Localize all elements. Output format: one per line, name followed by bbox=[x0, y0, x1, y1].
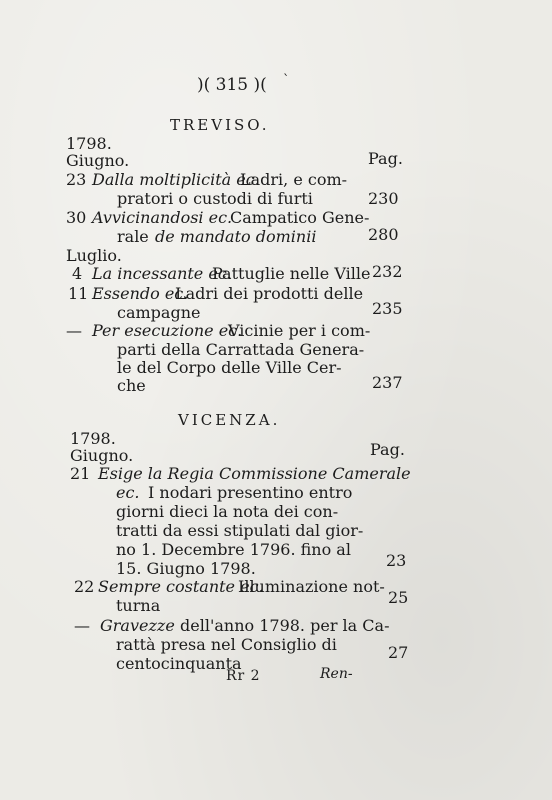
treviso-entry5-line4: che bbox=[117, 376, 146, 395]
treviso-entry3-day: 4 bbox=[72, 264, 83, 283]
treviso-entry5-incipit: Per esecuzione ec. bbox=[92, 321, 243, 340]
treviso-entry2-page: 280 bbox=[368, 225, 399, 244]
vicenza-entry1-line2a: ec. bbox=[116, 483, 140, 502]
header-mark: ` bbox=[283, 73, 290, 88]
vicenza-entry3-incipit: Gravezze bbox=[100, 616, 175, 635]
vicenza-entry3-line2: rattà presa nel Consiglio di bbox=[116, 635, 337, 654]
vicenza-entry2-text: Illuminazione not- bbox=[238, 577, 385, 596]
treviso-entry1-line2: pratori o custodi di furti bbox=[117, 189, 313, 208]
section-title-treviso: TREVISO. bbox=[170, 116, 270, 134]
catchword: Ren- bbox=[320, 666, 353, 682]
treviso-entry4-incipit: Essendo ec. bbox=[92, 284, 189, 303]
treviso-entry4-page: 235 bbox=[372, 299, 403, 318]
treviso-entry5-text: Vicinie per i com- bbox=[228, 321, 371, 340]
treviso-entry1-incipit: Dalla moltiplicità ec. bbox=[92, 170, 260, 189]
page-number-header: )( 315 )( bbox=[197, 75, 267, 95]
treviso-entry2-day: 30 bbox=[66, 208, 87, 227]
vicenza-entry1-page: 23 bbox=[386, 551, 407, 570]
vicenza-year: 1798. bbox=[70, 429, 116, 448]
treviso-entry1-text: Ladri, e com- bbox=[240, 170, 348, 189]
treviso-entry1-page: 230 bbox=[368, 189, 399, 208]
treviso-entry5-line2: parti della Carrattada Genera- bbox=[117, 340, 365, 359]
vicenza-entry3-page: 27 bbox=[388, 643, 409, 662]
treviso-entry2-line2a: rale bbox=[117, 227, 149, 246]
treviso-entry2-text: Campatico Gene- bbox=[230, 208, 370, 227]
vicenza-entry1-line4: tratti da essi stipulati dal gior- bbox=[116, 521, 364, 540]
vicenza-entry3-line3: centocinquanta bbox=[116, 654, 242, 673]
treviso-entry1-day: 23 bbox=[66, 170, 87, 189]
treviso-entry2-line2b: de mandato dominii bbox=[155, 227, 317, 246]
treviso-entry5-page: 237 bbox=[372, 373, 403, 392]
treviso-entry2-incipit: Avvicinandosi ec. bbox=[92, 208, 233, 227]
vicenza-entry1-line6: 15. Giugno 1798. bbox=[116, 559, 256, 578]
treviso-entry3-page: 232 bbox=[372, 262, 403, 281]
vicenza-entry1-line2b: I nodari presentino entro bbox=[148, 483, 353, 502]
treviso-month-giugno: Giugno. bbox=[66, 151, 130, 170]
vicenza-entry2-incipit: Sempre costante ec. bbox=[98, 577, 264, 596]
vicenza-entry2-page: 25 bbox=[388, 588, 409, 607]
treviso-month-luglio: Luglio. bbox=[66, 246, 122, 265]
treviso-entry4-text: Ladri dei prodotti delle bbox=[175, 284, 364, 303]
treviso-entry4-day: 11 bbox=[68, 284, 89, 303]
vicenza-entry3-text: dell'anno 1798. per la Ca- bbox=[180, 616, 390, 635]
treviso-entry4-line2: campagne bbox=[117, 303, 201, 322]
vicenza-entry1-line3: giorni dieci la nota dei con- bbox=[116, 502, 339, 521]
treviso-entry3-text: Pattuglie nelle Ville bbox=[212, 264, 371, 283]
treviso-entry3-incipit: La incessante ec. bbox=[92, 264, 232, 283]
treviso-year: 1798. bbox=[66, 134, 112, 153]
vicenza-entry2-line2: turna bbox=[116, 596, 161, 615]
treviso-entry5-day: — bbox=[66, 321, 82, 340]
treviso-entry5-line3: le del Corpo delle Ville Cer- bbox=[117, 358, 342, 377]
section-title-vicenza: VICENZA. bbox=[178, 411, 281, 429]
vicenza-entry1-day: 21 bbox=[70, 464, 91, 483]
vicenza-entry1-incipit: Esige la Regia Commissione Camerale bbox=[98, 464, 411, 483]
vicenza-entry3-day: — bbox=[74, 616, 90, 635]
vicenza-entry1-line5: no 1. Decembre 1796. fino al bbox=[116, 540, 351, 559]
signature-mark: Rr 2 bbox=[226, 668, 261, 684]
treviso-pag-label: Pag. bbox=[368, 149, 403, 168]
vicenza-pag-label: Pag. bbox=[370, 440, 405, 459]
vicenza-entry2-day: 22 bbox=[74, 577, 95, 596]
vicenza-month-giugno: Giugno. bbox=[70, 446, 134, 465]
